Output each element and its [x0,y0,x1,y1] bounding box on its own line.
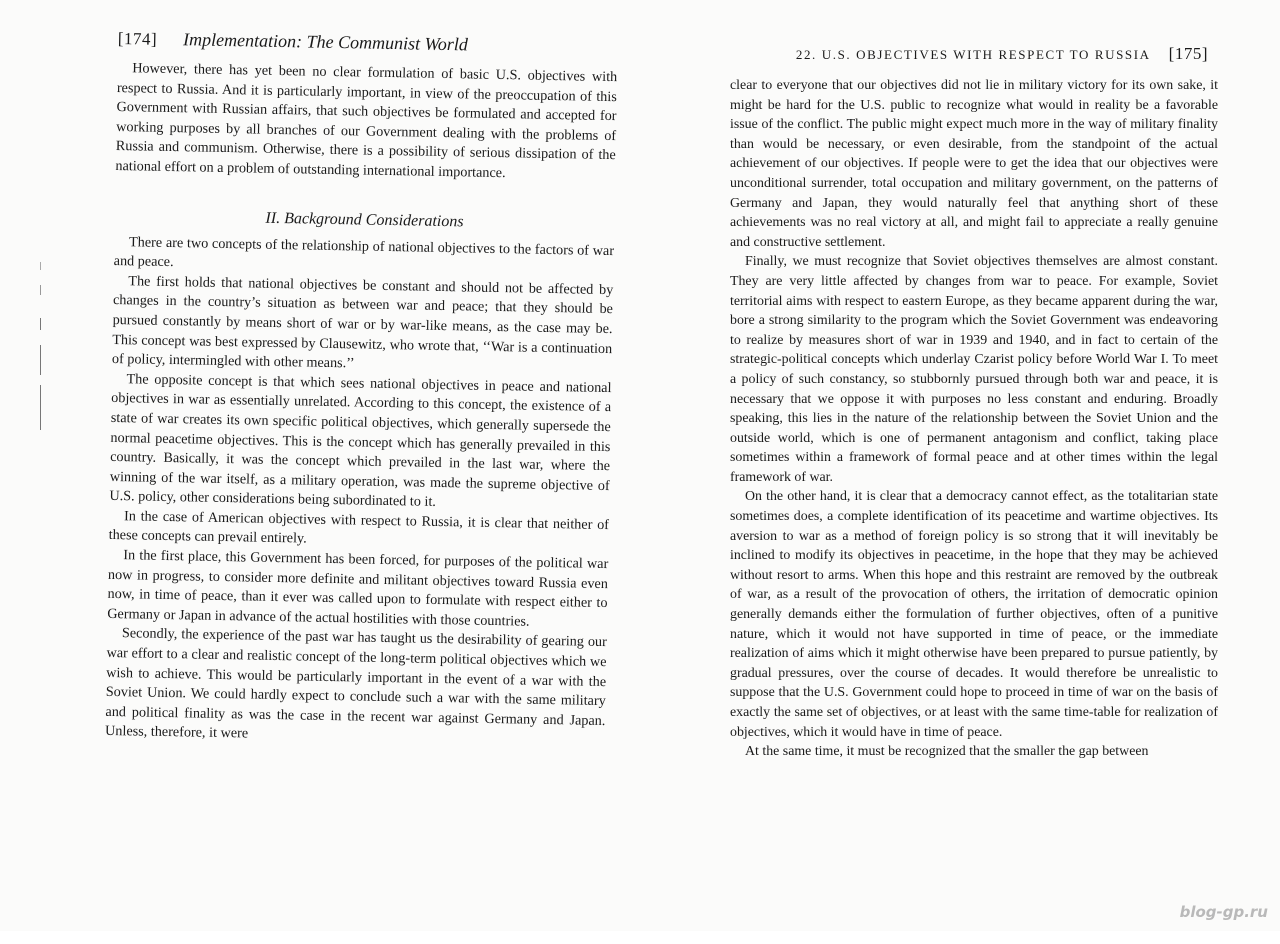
margin-mark [40,345,41,375]
paragraph: However, there has yet been no clear formulation of basic U.S. objectives with respect to Russia. And it is particularly important, in view of the preoccupation of this Government with Russian affairs, that such objectives be formulated and accepted for working purposes by all branches of our Government dealing with the problems of Russia and communism. Otherwise, there is a possibility of serious dissipation of the national effort on a problem of outstanding international importance. [115,60,618,182]
right-body [730,76,1218,762]
right-running-title: 22. U.S. OBJECTIVES WITH RESPECT TO RUSSIA [795,47,1151,62]
left-page-number: [174] [117,28,158,49]
paragraph: clear to everyone that our objectives did not lie in military victory for its own sake, it might be hard for the U.S. public to recognize what would in reality be a favorable issue of the conflict. The public might expect much more in the way of military finality than would be necessary, or even desirable, from the standpoint of the actual achievement of our objectives. If people were to get the idea that our objectives were unconditional surrender, total occupation and military government, on the patterns of Germany and Japan, they would naturally feel that anything short of these achievements was no real victory at all, and might fail to appreciate a really genuine and constructive settlement. [730,78,1218,250]
left-body [105,59,617,751]
margin-mark [40,385,41,430]
right-page-number: [175] [1168,44,1208,63]
paragraph: In the first place, this Government has been forced, for purposes of the political war now in progress, to consider more definite and militant objectives toward Russia even now, in time of peace, than it ever was called upon to formulate with respect either to Germany or Japan in advance of the actual hostilities with those countries. [107,547,609,630]
paragraph: There are two concepts of the relationship of national objectives to the factors of war and peace. [113,233,615,271]
margin-mark [40,318,41,330]
watermark-text: blog-gp.ru [1179,903,1268,921]
paragraph: The opposite concept is that which sees national objectives in peace and national objectives in war as essentially unrelated. According to this concept, the existence of a state of war creates its own specific political objectives, which generally supersede the normal peacetime objectives. This is the concept which has generally prevailed in this country. Basically, it was the concept which prevailed in the last war, where the winning of the war itself, as a military operation, was made the supreme objective of U.S. policy, other considerations being subordinated to it. [109,370,612,511]
left-running-title: Implementation: The Communist World [182,29,469,55]
paragraph: On the other hand, it is clear that a democracy cannot effect, as the totalitarian state sometimes does, a complete identification of its peacetime and wartime objectives. Its aversion to war as a method of foreign policy is so strong that it will inevitably be inclined to modify its objectives in peacetime, in the hope that they may be achieved without resort to arms. When this hope and this restraint are removed by the outbreak of war, as a result of the provocation of others, the irritation of democratic opinion generally demands either the formulation of further objectives, often of a punitive nature, which it would not have supported in time of peace, or the immediate realization of aims which it might otherwise have been prepared to pursue patiently, by gradual pressures, over the course of decades. It would therefore be unrealistic to suppose that the U.S. Government could hope to proceed in time of war on the basis of exactly the same set of objectives, or at least with the same time-table for realization of objectives, which it would have in time of peace. [730,489,1218,740]
paragraph: The first holds that national objectives be constant and should not be affected by changes in the country’s situation as between war and peace; that they should be pursued constantly by means short of war or by war-like means, as the case may be. This concept was best expressed by Clausewitz, who wrote that, ‘‘War is a continuation of policy, intermingled with other means.’’ [111,272,614,372]
left-running-head [118,28,618,58]
paragraph: At the same time, it must be recognized that the smaller the gap between [745,744,1149,760]
section-heading: II. Background Considerations [265,209,464,230]
right-running-head [730,44,1218,64]
right-page [730,44,1218,944]
paragraph: In the case of American objectives with respect to Russia, it is clear that neither of these concepts can prevail entirely. [108,508,610,548]
margin-mark [40,262,41,270]
paragraph: Secondly, the experience of the past war has taught us the desirability of gearing our war effort to a clear and realistic concept of the long-term political objectives which we wish to achieve. This would be particularly important in the event of a war with the Soviet Union. We could hardly expect to conclude such a war with the same military and political finality as was the case in the recent war against Germany and Japan. Unless, therefore, it were [104,625,607,742]
left-page [102,28,618,937]
paragraph: Finally, we must recognize that Soviet objectives themselves are almost constant. They are very little affected by changes from war to peace. For example, Soviet territorial aims with respect to eastern Europe, as they became apparent during the war, bore a strong similarity to the program which the Soviet Government was endeavoring to realize by measures short of war in 1939 and 1940, and in fact to certain of the strategic-political concepts which underlay Czarist policy before World War I. To meet a policy of such constancy, so stubbornly pursued through both war and peace, it is necessary that we oppose it with purposes no less constant and enduring. Broadly speaking, this lies in the nature of the relationship between the Soviet Union and the outside world, which is one of permanent antagonism and conflict, taking place sometimes within a framework of formal peace and at other times within the legal framework of war. [730,254,1218,485]
margin-mark [40,285,41,295]
